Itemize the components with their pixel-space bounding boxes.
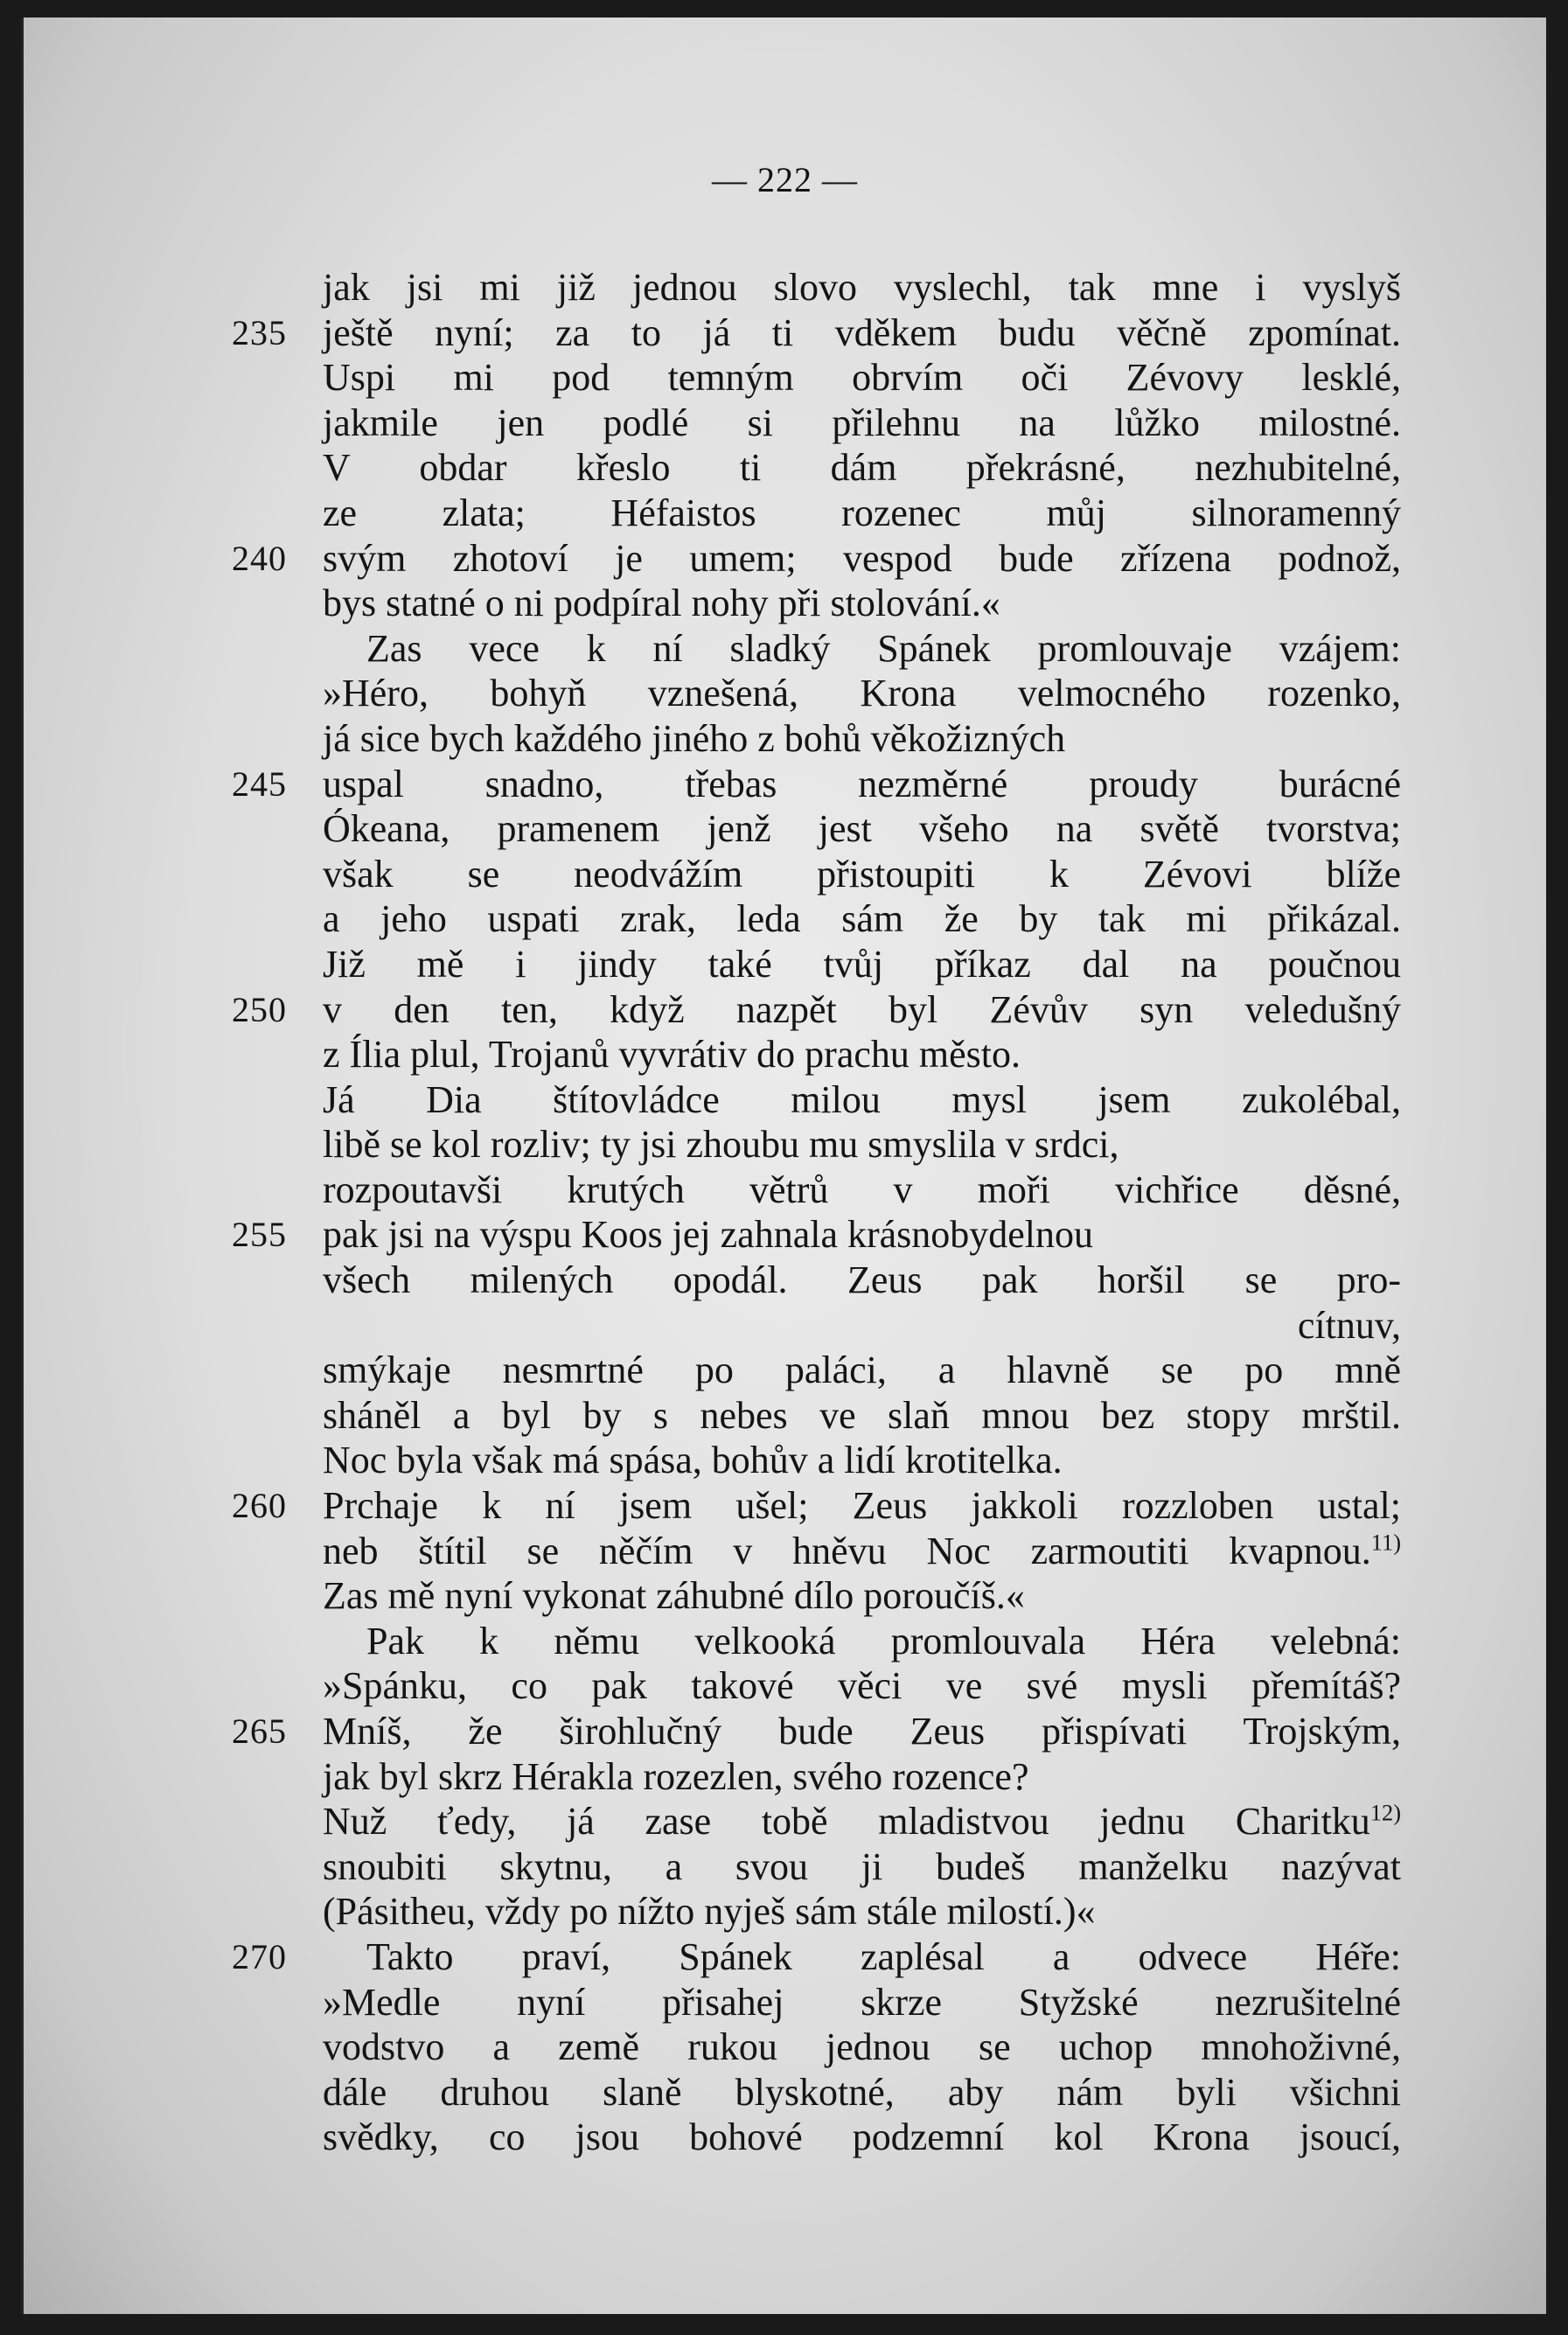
verse-text-content: všech milených opodál. Zeus pak horšil se pro- xyxy=(323,1258,1401,1302)
verse-line xyxy=(24,942,1546,987)
verse-text-content: Já Dia štítovládce milou mysl jsem zukolébal, xyxy=(323,1077,1401,1121)
verse-text-content: jakmile jen podlé si přilehnu na lůžko milostné. xyxy=(323,401,1401,444)
verse-text xyxy=(323,310,1401,356)
verse-text xyxy=(323,581,1401,626)
verse-line xyxy=(24,1258,1546,1303)
verse-line xyxy=(24,1889,1546,1934)
verse-line xyxy=(24,1663,1546,1709)
verse-line xyxy=(24,310,1546,356)
verse-text-content: ze zlata; Héfaistos rozenec můj silnoramenný xyxy=(323,491,1401,534)
verse-text xyxy=(323,1122,1401,1168)
verse-text-content: Prchaje k ní jsem ušel; Zeus jakkoli rozzloben ustal; xyxy=(323,1484,1401,1528)
line-number: 235 xyxy=(232,312,287,352)
verse-line xyxy=(24,1212,1546,1258)
verse-text xyxy=(323,1980,1401,2025)
verse-line xyxy=(24,896,1546,942)
verse-line xyxy=(24,2070,1546,2115)
footnote-marker: 12) xyxy=(1369,1799,1401,1826)
verse-text xyxy=(366,626,1401,672)
verse-text xyxy=(323,265,1401,310)
verse-text-content: však se neodvážím přistoupiti k Zévovi blíže xyxy=(323,852,1401,896)
verse-text-content: Již mě i jindy také tvůj příkaz dal na poučnou xyxy=(323,942,1401,986)
verse-text xyxy=(323,1799,1401,1844)
verse-text-content: já sice bych každého jiného z bohů věkožizných xyxy=(323,716,1066,760)
verse-line xyxy=(24,1573,1546,1619)
verse-line xyxy=(24,1393,1546,1439)
verse-text xyxy=(323,1393,1401,1439)
verse-text xyxy=(323,1258,1401,1303)
verse-text-content: svědky, co jsou bohové podzemní kol Krona jsoucí, xyxy=(323,2115,1401,2159)
verse-line xyxy=(24,852,1546,897)
verse-text xyxy=(323,716,1401,762)
verse-line xyxy=(24,1844,1546,1890)
verse-text xyxy=(323,1754,1401,1800)
verse-text-content: ještě nyní; za to já ti vděkem budu věčně zpomínat. xyxy=(323,310,1401,354)
verse-text-content: »Medle nyní přisahej skrze Styžské nezrušitelné xyxy=(323,1980,1401,2024)
verse-line xyxy=(24,671,1546,716)
verse-line xyxy=(24,1619,1546,1664)
verse-text-content: cítnuv, xyxy=(1297,1303,1401,1347)
verse-text-content: Takto praví, Spánek zaplésal a odvece Héře: xyxy=(366,1934,1401,1978)
verse-text xyxy=(323,1212,1401,1258)
verse-line xyxy=(24,1709,1546,1754)
verse-text xyxy=(323,1663,1401,1709)
verse-line xyxy=(24,2115,1546,2160)
verse-text-content: sháněl a byl by s nebes ve slaň mnou bez stopy mrštil. xyxy=(323,1393,1401,1437)
verse-line xyxy=(24,355,1546,401)
verse-text-content: rozpoutavši krutých větrů v moři vichřice děsné, xyxy=(323,1168,1401,1211)
verse-block xyxy=(24,265,1546,2160)
verse-text xyxy=(323,536,1401,582)
verse-line xyxy=(24,1438,1546,1483)
verse-text-content: (Pásitheu, vždy po nížto nyješ sám stále milostí.)« xyxy=(323,1890,1096,1934)
verse-text-content: Mníš, že širohlučný bude Zeus přispívati Trojským, xyxy=(323,1710,1401,1753)
verse-text xyxy=(323,491,1401,536)
verse-text xyxy=(323,1168,1401,1213)
verse-text-content: Uspi mi pod temným obrvím oči Zévovy lesklé, xyxy=(323,356,1401,400)
verse-text xyxy=(323,1483,1401,1529)
verse-text xyxy=(323,445,1401,491)
verse-text xyxy=(323,852,1401,897)
verse-text-content: Zas mě nyní vykonat záhubné dílo poroučíš.« xyxy=(323,1574,1025,1618)
verse-line xyxy=(24,1754,1546,1800)
verse-text-content: pak jsi na výspu Koos jej zahnala krásnobydelnou xyxy=(323,1213,1094,1257)
verse-line xyxy=(24,1529,1546,1574)
verse-text-content: bys statné o ni podpíral nohy při stolování.« xyxy=(323,582,1000,625)
verse-text-content: Pak k němu velkooká promlouvala Héra velebná: xyxy=(366,1619,1401,1662)
verse-line xyxy=(24,762,1546,807)
page-number: — 222 — xyxy=(712,160,858,199)
verse-line xyxy=(24,716,1546,762)
verse-line xyxy=(24,626,1546,672)
verse-text xyxy=(323,2025,1401,2070)
verse-text-content: a jeho uspati zrak, leda sám že by tak mi přikázal. xyxy=(323,897,1401,941)
verse-text xyxy=(323,1573,1401,1619)
verse-text-content: Zas vece k ní sladký Spánek promlouvaje vzájem: xyxy=(366,626,1401,670)
verse-text xyxy=(323,1438,1401,1483)
verse-text-content: »Héro, bohyň vznešená, Krona velmocného rozenko, xyxy=(323,672,1401,715)
verse-line xyxy=(24,445,1546,491)
verse-line xyxy=(24,1348,1546,1393)
verse-line xyxy=(24,1032,1546,1077)
verse-text xyxy=(323,896,1401,942)
line-number: 250 xyxy=(232,989,287,1029)
verse-line xyxy=(24,1934,1546,1980)
verse-text xyxy=(323,1077,1401,1123)
line-number: 265 xyxy=(232,1711,287,1751)
verse-line xyxy=(24,491,1546,536)
verse-text xyxy=(323,806,1401,852)
verse-text-content: libě se kol rozliv; ty jsi zhoubu mu smyslila v srdci, xyxy=(323,1123,1119,1167)
verse-line xyxy=(24,1168,1546,1213)
verse-line xyxy=(24,1122,1546,1168)
verse-text xyxy=(323,355,1401,401)
verse-text-content: snoubiti skytnu, a svou ji budeš manželku nazývat xyxy=(323,1844,1401,1888)
verse-text-content: smýkaje nesmrtné po paláci, a hlavně se po mně xyxy=(323,1349,1401,1392)
verse-text-content: Noc byla však má spása, bohův a lidí krotitelka. xyxy=(323,1439,1063,1482)
verse-text-content: jak byl skrz Hérakla rozezlen, svého rozence? xyxy=(323,1754,1029,1798)
verse-line xyxy=(24,265,1546,310)
verse-text-content: vodstvo a země rukou jednou se uchop mnohoživné, xyxy=(323,2025,1401,2069)
line-number: 255 xyxy=(232,1215,287,1255)
verse-text-content: z Ília plul, Trojanů vyvrátiv do prachu město. xyxy=(323,1033,1021,1077)
verse-text-content: »Spánku, co pak takové věci ve své mysli přemítáš? xyxy=(323,1664,1401,1708)
verse-text xyxy=(323,1844,1401,1890)
line-number: 240 xyxy=(232,538,287,578)
verse-text xyxy=(366,1619,1401,1664)
verse-text xyxy=(323,1529,1401,1574)
verse-line xyxy=(24,1799,1546,1844)
verse-text-content: Ókeana, pramenem jenž jest všeho na světě tvorstva; xyxy=(323,807,1401,851)
verse-text xyxy=(323,987,1401,1033)
verse-text xyxy=(323,1303,1401,1349)
verse-line xyxy=(24,1303,1546,1349)
verse-text xyxy=(323,1889,1401,1934)
line-number: 260 xyxy=(232,1486,287,1526)
verse-text xyxy=(323,1032,1401,1077)
book-page xyxy=(21,17,1546,2314)
verse-line xyxy=(24,581,1546,626)
verse-text-content: v den ten, když nazpět byl Zévův syn veledušný xyxy=(323,987,1401,1031)
verse-text-content: neb štítil se něčím v hněvu Noc zarmoutiti kvapnou. xyxy=(323,1529,1371,1572)
verse-text xyxy=(323,401,1401,446)
verse-line xyxy=(24,987,1546,1033)
verse-text-content: dále druhou slaně blyskotné, aby nám byli všichni xyxy=(323,2070,1401,2114)
verse-text-content: V obdar křeslo ti dám překrásné, nezhubitelné, xyxy=(323,446,1401,490)
line-number: 245 xyxy=(232,763,287,804)
verse-line xyxy=(24,2025,1546,2070)
verse-line xyxy=(24,401,1546,446)
verse-text xyxy=(323,2115,1401,2160)
footnote-marker: 11) xyxy=(1370,1528,1401,1555)
verse-line xyxy=(24,536,1546,582)
verse-line xyxy=(24,1077,1546,1123)
verse-line xyxy=(24,806,1546,852)
verse-text xyxy=(323,942,1401,987)
verse-text-content: uspal snadno, třebas nezměrné proudy burácné xyxy=(323,762,1401,805)
verse-text xyxy=(323,2070,1401,2115)
verse-line xyxy=(24,1980,1546,2025)
verse-text xyxy=(323,1348,1401,1393)
verse-text xyxy=(366,1934,1401,1980)
verse-text-content: Nuž ťedy, já zase tobě mladistvou jednu Charitku xyxy=(323,1800,1370,1844)
line-number: 270 xyxy=(232,1936,287,1976)
verse-text-content: jak jsi mi již jednou slovo vyslechl, tak mne i vyslyš xyxy=(323,266,1401,309)
verse-text xyxy=(323,671,1401,716)
verse-text xyxy=(323,762,1401,807)
verse-text-content: svým zhotoví je umem; vespod bude zřízena podnož, xyxy=(323,536,1401,580)
verse-line xyxy=(24,1483,1546,1529)
verse-text xyxy=(323,1709,1401,1754)
